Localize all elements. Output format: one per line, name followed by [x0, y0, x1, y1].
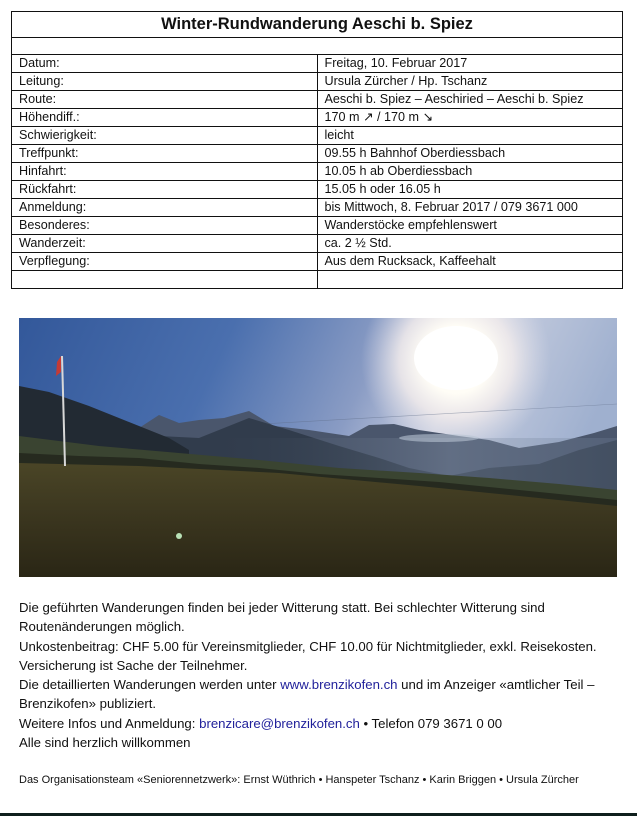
- detail-label: Besonderes:: [12, 217, 318, 235]
- organisation-team: Das Organisationsteam «Seniorennetzwerk»: Ernst Wüthrich • Hanspeter Tschanz • Karin Briggen • Ursula Zürcher: [19, 774, 579, 786]
- detail-label: Hinfahrt:: [12, 163, 318, 181]
- detail-value: ca. 2 ½ Std.: [317, 235, 623, 253]
- detail-row-hoehendiff: [12, 109, 623, 127]
- publication-text-end: und im Anzeiger «amtlicher Teil – Brenzikofen» publiziert.: [19, 677, 595, 712]
- detail-label: Datum:: [12, 55, 318, 73]
- detail-value: Freitag, 10. Februar 2017: [317, 55, 623, 73]
- detail-row-anmeldung: [12, 199, 623, 217]
- event-information: [19, 598, 619, 752]
- detail-label: Verpflegung:: [12, 253, 318, 271]
- publication-text-start: Die detaillierten Wanderungen werden unter: [19, 677, 281, 693]
- email-link[interactable]: brenzicare@brenzikofen.ch: [199, 715, 360, 731]
- detail-value: Aus dem Rucksack, Kaffeehalt: [317, 253, 623, 271]
- detail-value: Aeschi b. Spiez – Aeschiried – Aeschi b. Spiez: [317, 91, 623, 109]
- detail-value: 15.05 h oder 16.05 h: [317, 181, 623, 199]
- detail-value: 10.05 h ab Oberdiessbach: [317, 163, 623, 181]
- contact-phone: • Telefon 079 3671 0 00: [359, 715, 503, 731]
- detail-value: leicht: [317, 127, 623, 145]
- detail-value: 09.55 h Bahnhof Oberdiessbach: [317, 145, 623, 163]
- cost-note: Unkostenbeitrag: CHF 5.00 für Vereinsmitglieder, CHF 10.00 für Nichtmitglieder, exkl. Reisekosten. Versicherung ist Sache der Teilnehmer.: [19, 638, 597, 673]
- detail-label: Schwierigkeit:: [12, 127, 318, 145]
- detail-row-leitung: [12, 73, 623, 91]
- detail-label: Treffpunkt:: [12, 145, 318, 163]
- detail-row-hinfahrt: [12, 163, 623, 181]
- contact-note: [19, 714, 619, 733]
- detail-value: 170 m ↗ / 170 m ↘: [317, 109, 623, 127]
- event-details-table: [11, 11, 623, 289]
- detail-label: Rückfahrt:: [12, 181, 318, 199]
- detail-row-route: [12, 91, 623, 109]
- landscape-photo: [19, 318, 617, 577]
- detail-row-verpflegung: [12, 253, 623, 271]
- empty-cell: [317, 271, 623, 289]
- detail-value: Wanderstöcke empfehlenswert: [317, 217, 623, 235]
- detail-row-besonderes: [12, 217, 623, 235]
- weather-note: Die geführten Wanderungen finden bei jeder Witterung statt. Bei schlechter Witterung sind Routenänderungen möglich.: [19, 600, 545, 635]
- document-title: Winter-Rundwanderung Aeschi b. Spiez: [12, 12, 623, 38]
- detail-label: Höhendiff.:: [12, 109, 318, 127]
- landscape-photo-icon: [19, 318, 617, 577]
- contact-text-start: Weitere Infos und Anmeldung:: [19, 715, 200, 731]
- welcome-note: Alle sind herzlich willkommen: [19, 735, 191, 751]
- title-row: [12, 12, 623, 38]
- detail-row-rueckfahrt: [12, 181, 623, 199]
- detail-row-datum: [12, 55, 623, 73]
- detail-row-treffpunkt: [12, 145, 623, 163]
- detail-label: Leitung:: [12, 73, 318, 91]
- detail-value: bis Mittwoch, 8. Februar 2017 / 079 3671 000: [317, 199, 623, 217]
- detail-row-schwierigkeit: [12, 127, 623, 145]
- detail-value: Ursula Zürcher / Hp. Tschanz: [317, 73, 623, 91]
- detail-label: Wanderzeit:: [12, 235, 318, 253]
- website-link[interactable]: www.brenzikofen.ch: [280, 677, 398, 693]
- detail-label: Route:: [12, 91, 318, 109]
- detail-label: Anmeldung:: [12, 199, 318, 217]
- publication-note: [19, 675, 619, 714]
- detail-row-wanderzeit: [12, 235, 623, 253]
- empty-cell: [12, 38, 623, 55]
- empty-row: [12, 271, 623, 289]
- spacer-row: [12, 38, 623, 55]
- empty-cell: [12, 271, 318, 289]
